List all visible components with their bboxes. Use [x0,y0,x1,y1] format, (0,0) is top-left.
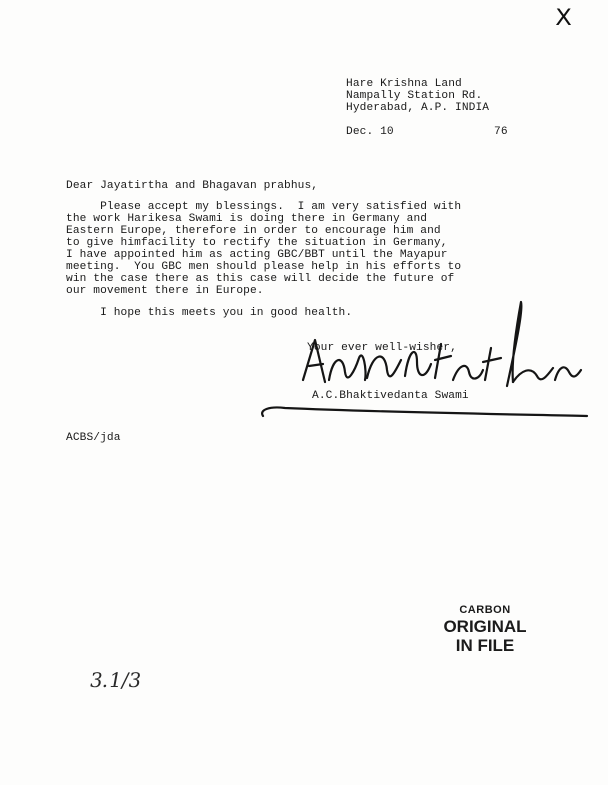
stamp-line-1: CARBON [459,604,511,616]
body-line: win the case there as this case will decide the future of [66,273,455,285]
body-line: Please accept my blessings. I am very satisfied with [66,201,462,213]
stamp-line-3: IN FILE [455,636,515,655]
address-line-3: Hyderabad, A.P. INDIA [346,102,490,114]
body-line: our movement there in Europe. [66,285,264,297]
stamp-line-2: ORIGINAL [443,617,527,636]
body-line: I have appointed him as acting GBC/BBT until the Mayapur [66,249,448,261]
handwritten-signature [255,300,595,430]
body-line: meeting. You GBC men should please help in his efforts to [66,261,462,273]
letter-date-month-day: Dec. 10 [346,126,394,138]
handwritten-note: 3.1/3 [87,668,144,692]
salutation: Dear Jayatirtha and Bhagavan prabhus, [66,180,319,192]
closing-line: Your ever well-wisher, [307,342,457,354]
letter-date-year: 76 [494,126,508,138]
signer-name: A.C.Bhaktivedanta Swami [312,390,469,402]
body-line: Eastern Europe, therefore in order to encourage him and [66,225,441,237]
corner-x-mark: X [555,6,572,31]
reference-initials: ACBS/jda [66,432,121,444]
address-line-2: Nampally Station Rd. [346,90,483,102]
address-line-1: Hare Krishna Land [346,78,462,90]
body-line: the work Harikesa Swami is doing there in Germany and [66,213,428,225]
carbon-original-stamp [430,603,540,655]
health-line: I hope this meets you in good health. [66,307,353,319]
signature-lettering: A.C. Bhaktivedanta Swami [255,300,270,301]
body-line: to give himfacility to rectify the situation in Germany, [66,237,448,249]
